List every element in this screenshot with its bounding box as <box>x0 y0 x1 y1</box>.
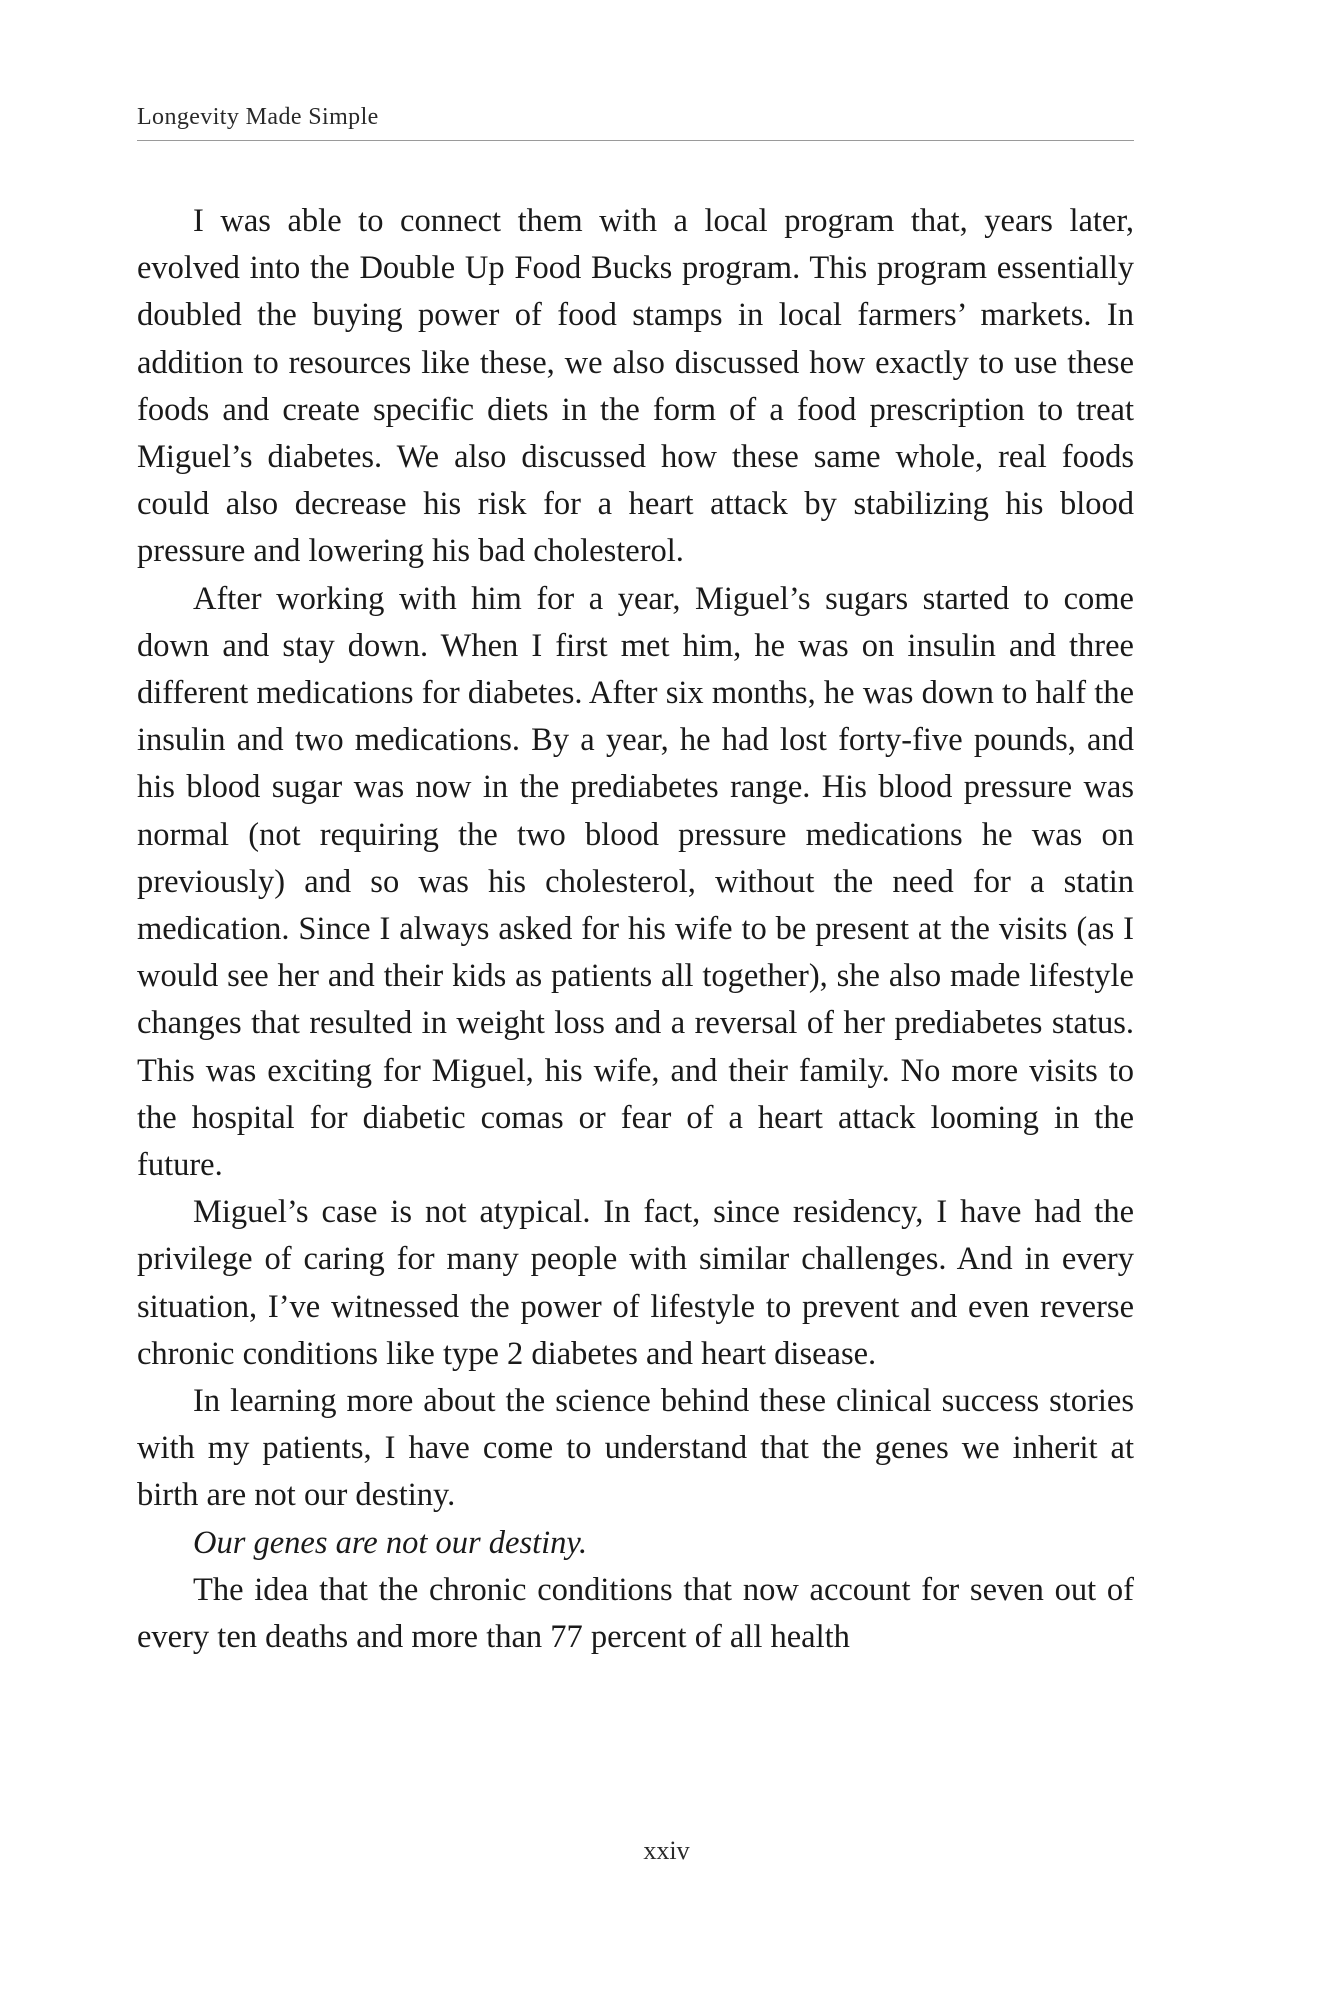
header-rule <box>137 140 1134 141</box>
paragraph: In learning more about the science behind these clinical success stories with my patients, I have come to understand that the genes we inherit at birth are not our destiny. <box>137 1383 1134 1514</box>
body-text <box>137 198 1134 1661</box>
paragraph: The idea that the chronic conditions that now account for seven out of every ten deaths and more than 77 percent of all health <box>137 1571 1134 1656</box>
running-head: Longevity Made Simple <box>137 104 379 130</box>
italic-emphasis-line: Our genes are not our destiny. <box>193 1524 588 1561</box>
paragraph: Miguel’s case is not atypical. In fact, since residency, I have had the privilege of caring for many people with similar challenges. And in every situation, I’ve witnessed the power of lifestyle to prevent and even reverse chronic conditions like type 2 diabetes and heart disease. <box>137 1194 1134 1372</box>
paragraph: After working with him for a year, Miguel’s sugars started to come down and stay down. When I first met him, he was on insulin and three different medications for diabetes. After six months, he was down to half the insulin and two medications. By a year, he had lost forty-five pounds, and his blood sugar was now in the prediabetes range. His blood pressure was normal (not requiring the two blood pressure medications he was on previously) and so was his cholesterol, without the need for a statin medication. Since I always asked for his wife to be present at the visits (as I would see her and their kids as patients all together), she also made lifestyle changes that resulted in weight loss and a reversal of her prediabetes status. This was exciting for Miguel, his wife, and their family. No more visits to the hospital for diabetic comas or fear of a heart attack looming in the future. <box>137 580 1134 1184</box>
paragraph: I was able to connect them with a local program that, years later, evolved into the Double Up Food Bucks program. This program essentially doubled the buying power of food stamps in local farmers’ markets. In addition to resources like these, we also discussed how exactly to use these foods and create specific diets in the form of a food prescription to treat Miguel’s diabetes. We also discussed how these same whole, real foods could also decrease his risk for a heart attack by stabilizing his blood pressure and lowering his bad cholesterol. <box>137 203 1134 570</box>
page-number: xxiv <box>643 1836 690 1865</box>
